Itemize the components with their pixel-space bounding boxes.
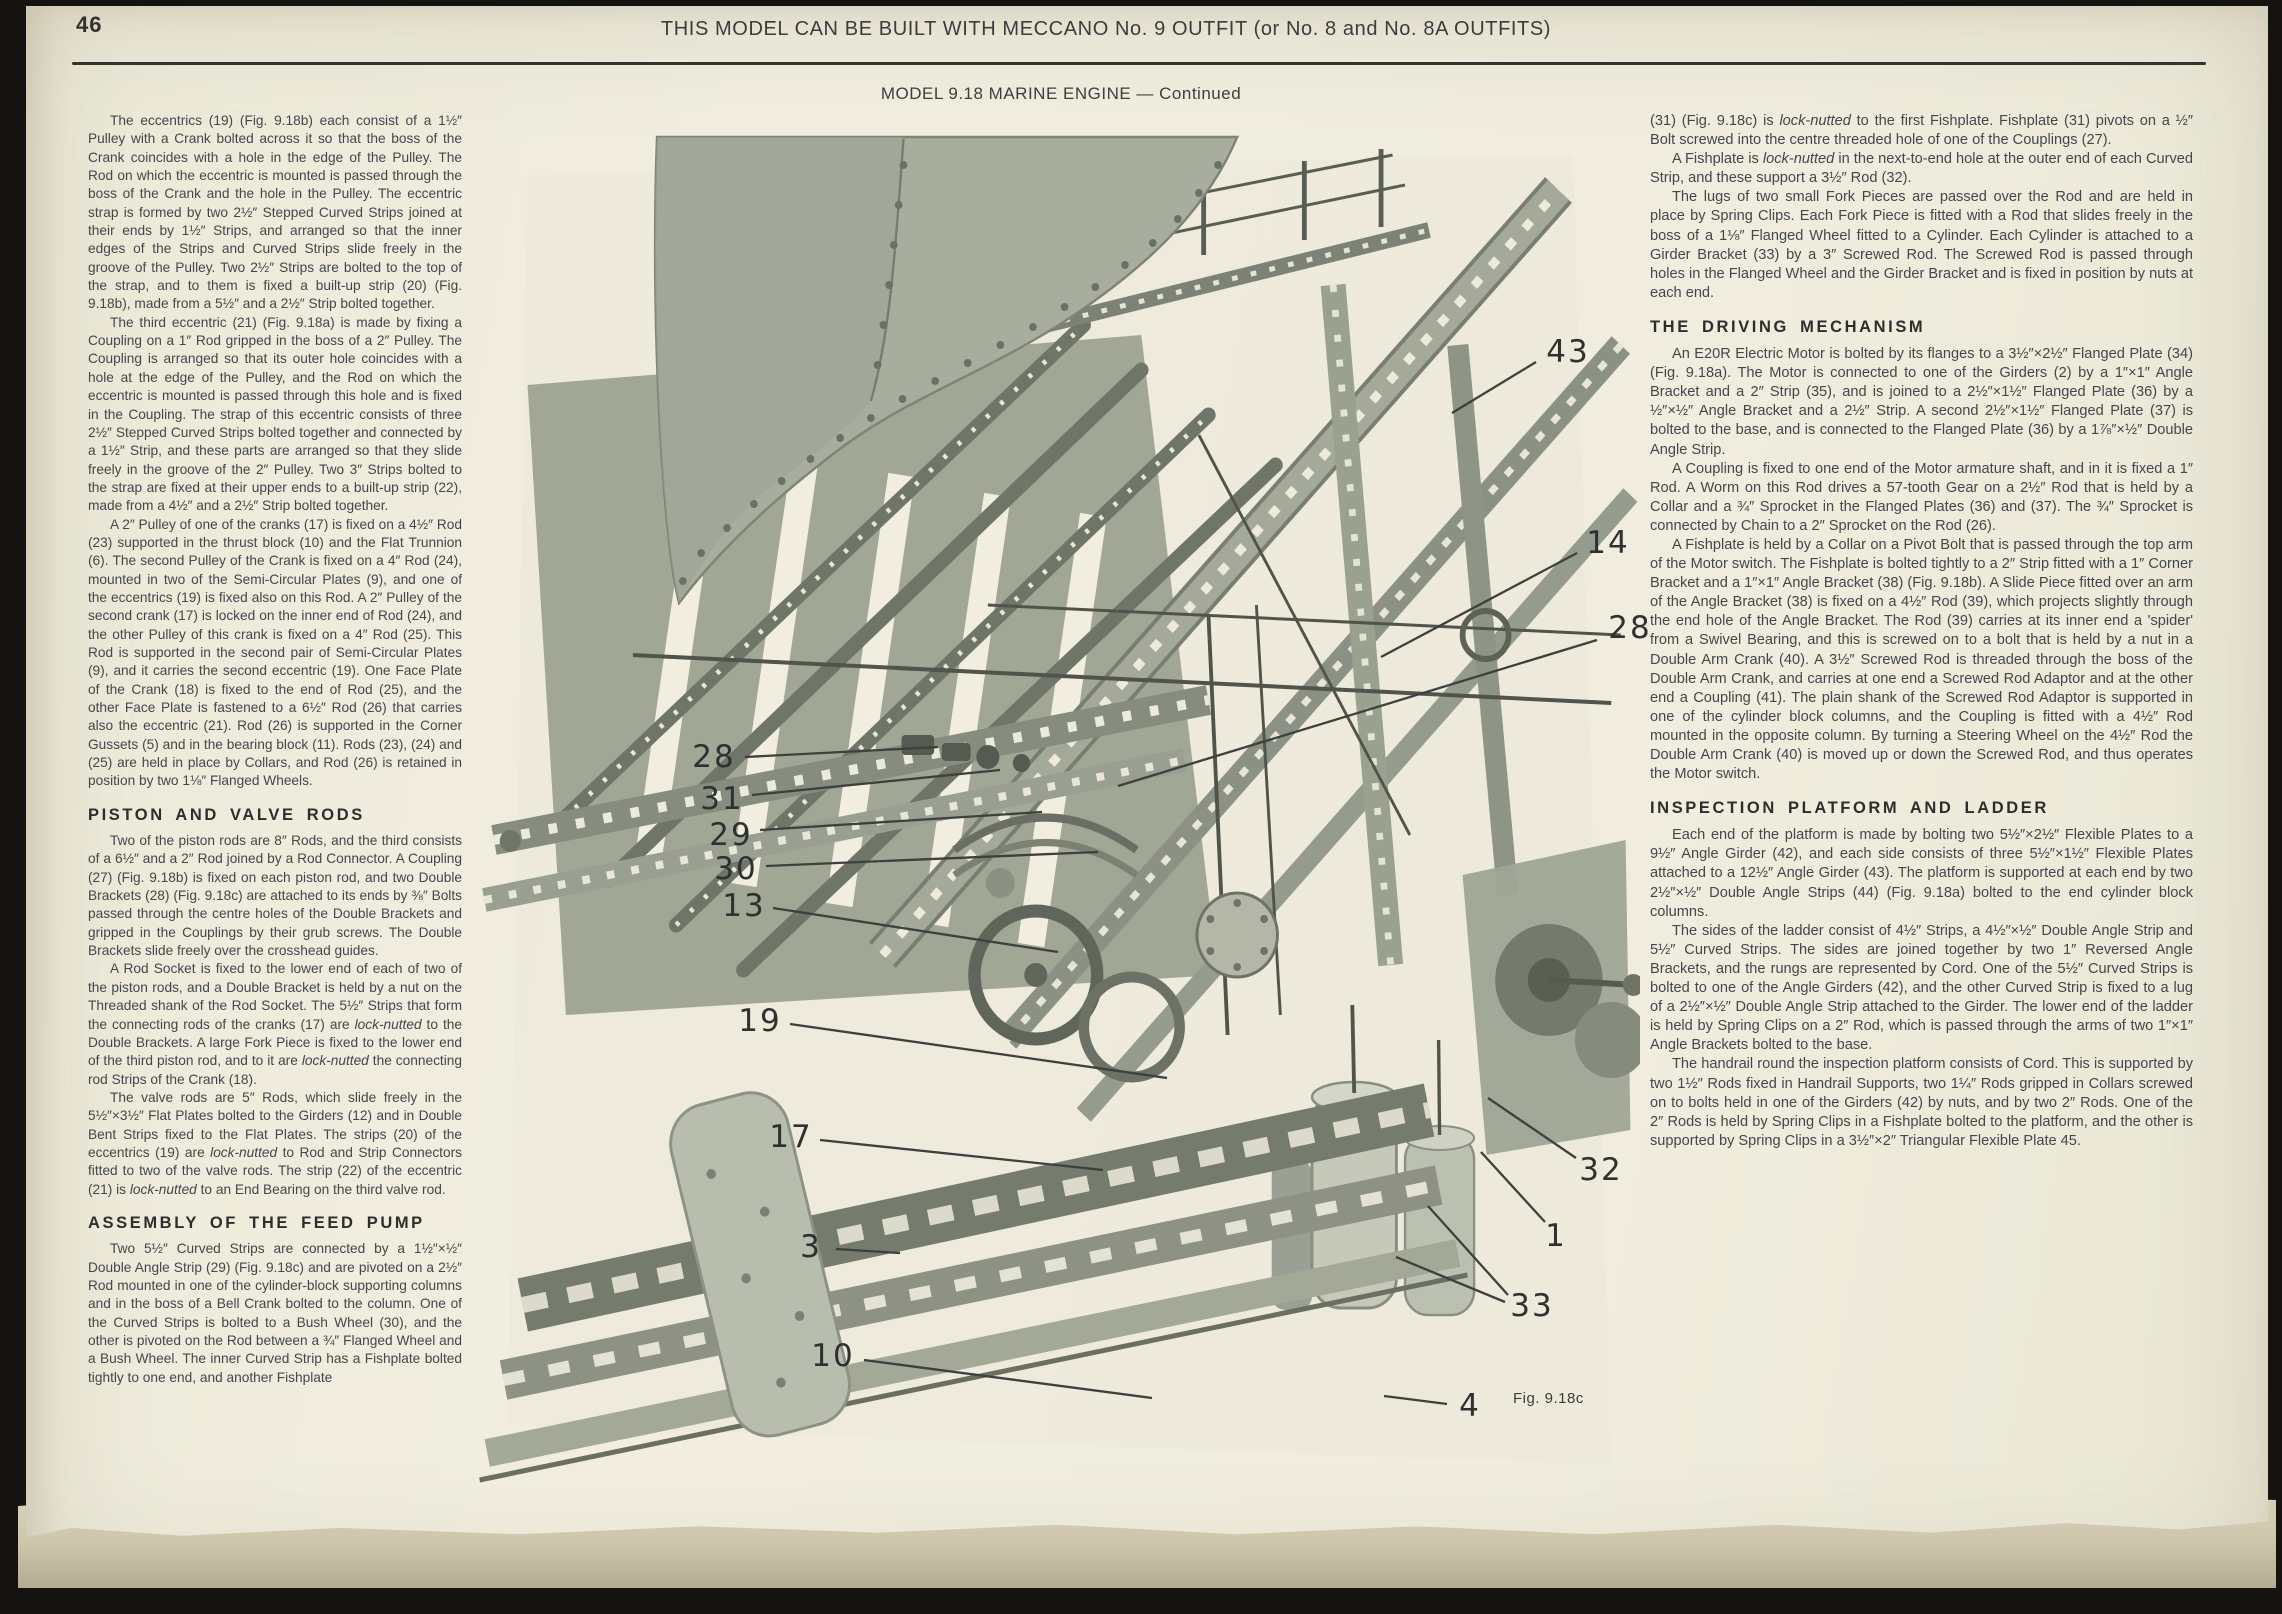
figure-callout-30: 30 xyxy=(714,851,758,887)
paragraph: A Coupling is fixed to one end of the Motor armature shaft, and in it is fixed a 1″ Rod. A Worm on this Rod drives a 57-tooth Gear on a 2½″ Rod that is held by a Collar and a ¾″ Sprocket in the Flanged Plates (36) and (37). The ¾″ Sprocket is connected by Chain to a 2″ Sprocket on the Rod (26). xyxy=(1650,460,2193,534)
paragraph: A Fishplate is lock-nutted in the next-to-end hole at the outer end of each Curved Strip, and these support a 3½″ Rod (32). xyxy=(1650,151,2193,187)
figure-callout-29: 29 xyxy=(709,817,753,853)
paragraph: A Fishplate is held by a Collar on a Pivot Bolt that is passed through the top arm of the Motor switch. The Fishplate is bolted tightly to a 2″ Strip fitted with a 1″ Corner Bracket and a 1″×1″ Angle Bracket (38) (Fig. 9.18b). A Slide Piece fitted over an arm of the Angle Bracket (38) is fixed on a 4½″ Rod (39), which projects slightly through the end hole of the Angle Bracket. The Rod (39) carries at its inner end a 'spider' from a Swivel Bearing, and this is screwed on to a bolt that is held by a nut in a Double Arm Crank (40). A 3½″ Screwed Rod is threaded through the boss of the Double Arm Crank, and carries at one end a Screwed Rod Adaptor and at the other end a Coupling (41). The plain shank of the Screwed Rod Adaptor is supported in one of the cylinder block columns, and the Coupling is fitted with a 4½″ Rod mounted in the opposite column. By turning a Steering Wheel on the 4½″ Rod the Double Arm Crank (40) is moved up or down the Screwed Rod, and thus operates the Motor switch. xyxy=(1650,536,2193,783)
paragraph: The eccentrics (19) (Fig. 9.18b) each consist of a 1½″ Pulley with a Crank bolted across it so that the boss of the Crank coincides with a hole in the edge of the Pulley. The Rod on which the eccentric is mounted is passed through the boss of the Crank and the hole in the Pulley. The eccentric strap is formed by two 2½″ Stepped Curved Strips joined at their ends by 1½″ Strips, and arranged so that the inner edges of the Strips and Curved Strips slide freely in the groove of the Pulley. Two 2½″ Strips are bolted to the top of the strap, and to them is fixed a built-up strip (20) (Fig. 9.18b), made from a 5½″ and a 2½″ Strip bolted together. xyxy=(88,113,462,312)
left-column xyxy=(88,112,462,1387)
figure-callout-14: 14 xyxy=(1586,525,1630,561)
figure-callout-28: 28 xyxy=(692,739,736,775)
paragraph: The handrail round the inspection platform consists of Cord. This is supported by two 1½″ Rods fixed in Handrail Supports, two 1¼″ Rods gripped in Collars screwed on to bolts held in one of the Girders (42) by nuts, and by two 2″ Rods. One of the 2″ Rods is held by Spring Clips in a Fishplate bolted to the platform, and the other is supported by Spring Clips in a 3½″×2″ Triangular Flexible Plate 45. xyxy=(1650,1056,2193,1149)
figure-caption: Fig. 9.18c xyxy=(1513,1390,1584,1407)
paragraph: Two 5½″ Curved Strips are connected by a 1½″×½″ Double Angle Strip (29) (Fig. 9.18c) and are pivoted on a 2½″ Rod mounted in one of the cylinder-block supporting columns and in the boss of a Bell Crank bolted to the column. One of the Curved Strips is bolted to a Bush Wheel (30), and the other is pivoted on the Rod between a ¾″ Flanged Wheel and a Bush Wheel. The inner Curved Strip has a Fishplate bolted tightly to one end, and another Fishplate xyxy=(88,1241,462,1385)
section-heading: PISTON AND VALVE RODS xyxy=(88,805,365,824)
figure-callout-31: 31 xyxy=(700,781,744,817)
figure-callout-33: 33 xyxy=(1510,1288,1554,1324)
right-column xyxy=(1650,112,2193,1151)
paragraph: The sides of the ladder consist of 4½″ Strips, a 4½″×½″ Double Angle Strip and 5½″ Curved Strips. The sides are joined together by two 1″ Reversed Angle Brackets, and the rungs are represented by Cord. One of the 5½″ Curved Strips is bolted to one of the Angle Girders (42), and the other Curved Strip is fixed to a lug of a 2½″×½″ Double Angle Strip attached to the Girder. The lower end of the ladder is held by Spring Clips on a 2″ Rod, which is passed through the arms of two 1″×1″ Angle Brackets bolted to the base. xyxy=(1650,922,2193,1054)
right-machinery xyxy=(1463,840,1640,1155)
header-rule xyxy=(72,62,2206,65)
paragraph: An E20R Electric Motor is bolted by its flanges to a 3½″×2½″ Flanged Plate (34) (Fig. 9.18a). The Motor is connected to one of the Girders (2) by a 1″×1″ Angle Bracket and a 2″ Strip (35), and is joined to a 2½″×1½″ Flanged Plate (36) by a ½″×½″ Angle Bracket and a 2½″ Strip. A second 2½″×1½″ Flanged Plate (37) is bolted to the base, and is connected to the Flanged Plate (36) by a 1⅞″×½″ Double Angle Strip. xyxy=(1650,346,2193,458)
figure-callout-1: 1 xyxy=(1545,1218,1567,1254)
paragraph: The valve rods are 5″ Rods, which slide freely in the 5½″×3½″ Flat Plates bolted to the Girders (12) and in Double Bent Strips fixed to the Flat Plates. The strips (20) of the eccentrics (19) are lock-nutted to Rod and Strip Connectors fitted to two of the valve rods. The strip (22) of the eccentric (21) is lock-nutted to an End Bearing on the third valve rod. xyxy=(88,1089,462,1197)
figure-callout-43: 43 xyxy=(1546,334,1590,370)
paragraph: (31) (Fig. 9.18c) is lock-nutted to the first Fishplate. Fishplate (31) pivots on a ½″ Bolt screwed into the centre threaded hole of one of the Couplings (27). xyxy=(1650,113,2193,149)
figure-callout-13: 13 xyxy=(722,888,766,924)
section-heading: INSPECTION PLATFORM AND LADDER xyxy=(1650,799,2049,818)
figure-callout-3: 3 xyxy=(800,1229,822,1265)
page-number: 46 xyxy=(76,12,103,37)
model-subtitle: MODEL 9.18 MARINE ENGINE — Continued xyxy=(880,84,1242,103)
paragraph: Each end of the platform is made by bolting two 5½″×2½″ Flexible Plates to a 9½″ Angle Girder (42), and each side consists of three 5½″×1½″ Flexible Plates attached to a 12½″ Angle Girder (43). The platform is supported at each end by two 2½″×½″ Double Angle Strips (44) (Fig. 9.18a) bolted to the end cylinder block columns. xyxy=(1650,827,2193,920)
paragraph: Two of the piston rods are 8″ Rods, and the third consists of a 6½″ and a 2″ Rod joined by a Rod Connector. A Coupling (27) (Fig. 9.18b) is fixed on each piston rod, and two Double Brackets (28) (Fig. 9.18c) are attached to its ends by ⅜″ Bolts passed through the centre holes of the Double Brackets and gripped in the Couplings by their grub screws. The Double Brackets slide freely over the crosshead guides. xyxy=(88,833,462,959)
figure-callout-4: 4 xyxy=(1459,1388,1481,1424)
figure-callout-28: 28 xyxy=(1608,610,1652,646)
figure-callout-17: 17 xyxy=(769,1119,813,1155)
figure-illustration xyxy=(470,135,1640,1505)
page-header-title: THIS MODEL CAN BE BUILT WITH MECCANO No. 9 OUTFIT (or No. 8 and No. 8A OUTFITS) xyxy=(660,18,1552,40)
paragraph: The lugs of two small Fork Pieces are passed over the Rod and are held in place by Spring Clips. Each Fork Piece is fitted with a Rod that slides freely in the boss of a 1⅛″ Flanged Wheel fitted to a Cylinder. Each Cylinder is attached to a Girder Bracket (33) by a 3″ Screwed Rod. The Screwed Rod is passed through holes in the Flanged Wheel and the Girder Bracket and is fixed in position by nuts at each end. xyxy=(1650,189,2193,301)
figure-callout-10: 10 xyxy=(811,1338,855,1374)
figure-callout-32: 32 xyxy=(1579,1152,1623,1188)
figure-area xyxy=(470,135,1640,1505)
paragraph: A 2″ Pulley of one of the cranks (17) is fixed on a 4½″ Rod (23) supported in the thrust block (10) and the Flat Trunnion (6). The second Pulley of the Crank is fixed on a 4″ Rod (24), mounted in two of the Semi-Circular Plates (9), and one of the eccentrics (19) is fixed also on this Rod. A 2″ Pulley of the second crank (17) is locked on the inner end of Rod (24), and the other Pulley of this crank is fixed on a 4″ Rod (25). This Rod is supported in the second pair of Semi-Circular Plates (9), and it carries the second eccentric (19). One Face Plate of the Crank (18) is fixed to the end of Rod (25), and the other Face Plate is fastened to a 6½″ Rod (26) that carries also the eccentric (21). Rod (26) is supported in the Corner Gussets (5) and in the bearing block (11). Rods (23), (24) and (25) are held in place by Collars, and Rod (26) is retained in position by two 1⅛″ Flanged Wheels. xyxy=(88,516,462,789)
section-heading: THE DRIVING MECHANISM xyxy=(1650,317,1926,336)
paragraph: A Rod Socket is fixed to the lower end of each of two of the piston rods, and a Double Bracket is held by a nut on the Threaded shank of the Rod Socket. The 5½″ Strips that form the connecting rods of the cranks (17) are lock-nutted to the Double Brackets. A large Fork Piece is fixed to the lower end of the third piston rod, and to it are lock-nutted the connecting rod Strips of the Crank (18). xyxy=(88,961,462,1087)
figure-callout-19: 19 xyxy=(738,1003,782,1039)
section-heading: ASSEMBLY OF THE FEED PUMP xyxy=(88,1213,425,1232)
paragraph: The third eccentric (21) (Fig. 9.18a) is made by fixing a Coupling on a 1″ Rod gripped in the boss of a 2″ Pulley. The Coupling is arranged so that its outer hole coincides with a hole at the edge of the Pulley, and the Rod on which the eccentric is mounted is passed through this hole and is fixed in the Coupling. The strap of this eccentric consists of three 2½″ Stepped Curved Strips bolted together and connected by a 1½″ Strip, and these parts are arranged so that they slide freely in the groove of the 2″ Pulley. Two 3″ Strips bolted to the strap are fixed at their upper ends to a built-up strip (22), made from a 4½″ and a 2½″ Strip bolted together. xyxy=(88,314,462,514)
